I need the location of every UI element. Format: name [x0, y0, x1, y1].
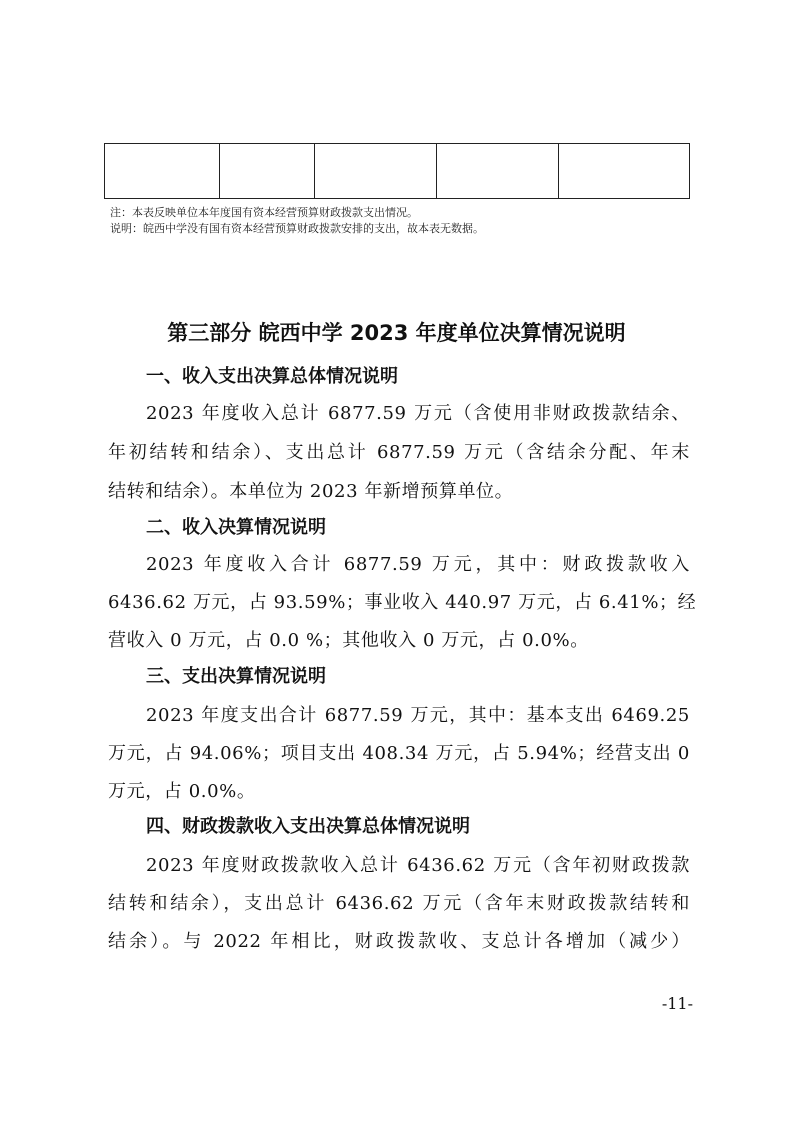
- empty-table-row: [104, 143, 690, 199]
- table-explanation: 说明：皖西中学没有国有资本经营预算财政拨款安排的支出，故本表无数据。: [110, 222, 484, 235]
- section-heading: 三、支出决算情况说明: [146, 666, 326, 687]
- paragraph-line: 2023 年度财政拨款收入总计 6436.62 万元（含年初财政拨款: [146, 855, 690, 876]
- table-note: 注：本表反映单位本年度国有资本经营预算财政拨款支出情况。: [110, 206, 418, 219]
- paragraph-line: 结转和结余），支出总计 6436.62 万元（含年末财政拨款结转和: [108, 893, 690, 914]
- section-heading: 四、财政拨款收入支出决算总体情况说明: [146, 816, 470, 837]
- section-heading: 一、收入支出决算总体情况说明: [146, 366, 398, 387]
- table-cell: [315, 144, 437, 198]
- table-cell: [437, 144, 559, 198]
- table-cell: [105, 144, 220, 198]
- paragraph-line: 6436.62 万元，占 93.59%；事业收入 440.97 万元，占 6.41%；经: [108, 592, 697, 613]
- paragraph-line: 2023 年度收入总计 6877.59 万元（含使用非财政拨款结余、: [146, 403, 690, 424]
- table-cell: [220, 144, 315, 198]
- paragraph-line: 2023 年度收入合计 6877.59 万元，其中：财政拨款收入: [146, 554, 690, 575]
- paragraph-line: 营收入 0 万元，占 0.0 %；其他收入 0 万元，占 0.0%。: [108, 630, 589, 651]
- paragraph-line: 结转和结余）。本单位为 2023 年新增预算单位。: [108, 481, 514, 502]
- section-heading: 二、收入决算情况说明: [146, 517, 326, 538]
- part-title: 第三部分 皖西中学 2023 年度单位决算情况说明: [167, 321, 626, 345]
- paragraph-line: 万元，占 94.06%；项目支出 408.34 万元，占 5.94%；经营支出 0: [108, 743, 690, 764]
- page-number: -11-: [661, 994, 693, 1013]
- paragraph-line: 2023 年度支出合计 6877.59 万元，其中：基本支出 6469.25: [146, 705, 690, 726]
- paragraph-line: 结余）。与 2022 年相比，财政拨款收、支总计各增加（减少）: [108, 931, 690, 952]
- paragraph-line: 万元，占 0.0%。: [108, 781, 256, 802]
- paragraph-line: 年初结转和结余）、支出总计 6877.59 万元（含结余分配、年末: [108, 442, 690, 463]
- table-cell: [559, 144, 689, 198]
